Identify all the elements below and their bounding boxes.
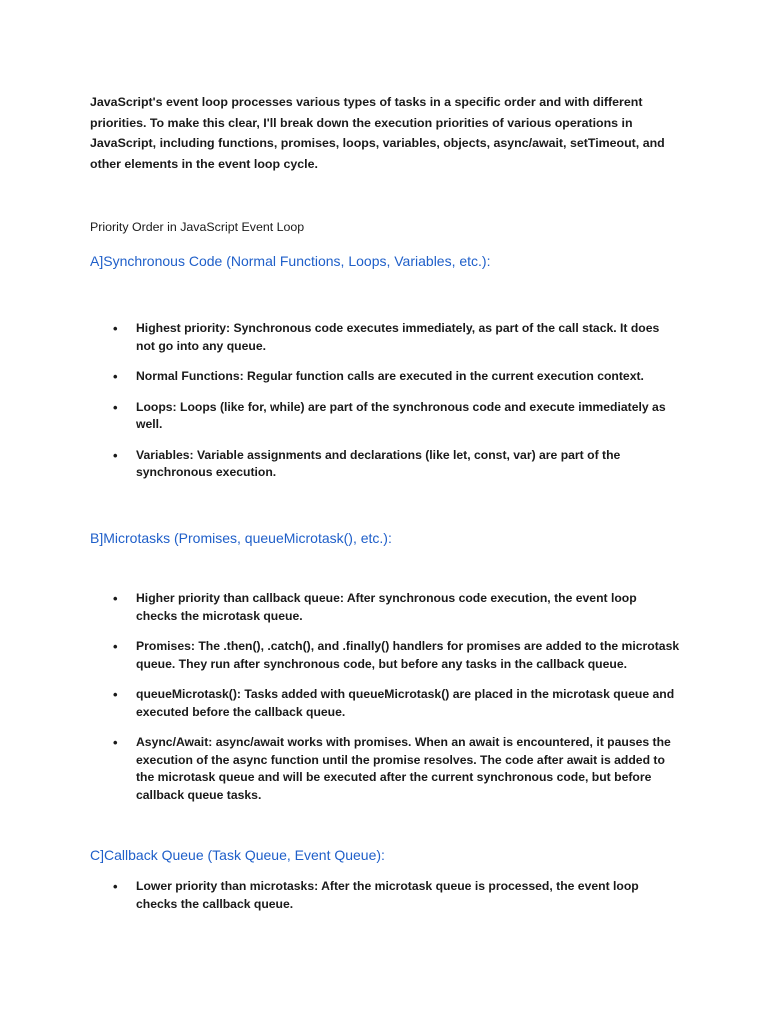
list-item: • Variables: Variable assignments and declarations (like let, const, var) are part of the synchronous execution.	[110, 447, 680, 482]
list-item: • Loops: Loops (like for, while) are part of the synchronous code and execute immediately as well.	[110, 399, 680, 434]
list-item: • Highest priority: Synchronous code executes immediately, as part of the call stack. It does not go into any queue.	[110, 320, 680, 355]
list-item: • Async/Await: async/await works with promises. When an await is encountered, it pauses the execution of the async function until the promise resolves. The code after await is added to the microtask queue and will be executed after the current synchronous code, but before callback queue tasks.	[110, 734, 680, 804]
list-item: • queueMicrotask(): Tasks added with queueMicrotask() are placed in the microtask queue and executed before the callback queue.	[110, 686, 680, 721]
list-item: • Higher priority than callback queue: After synchronous code execution, the event loop checks the microtask queue.	[110, 590, 680, 625]
synchronous-code-list	[110, 320, 680, 495]
intro-paragraph: JavaScript's event loop processes various types of tasks in a specific order and with different priorities. To make this clear, I'll break down the execution priorities of various operations in JavaScript, including functions, promises, loops, variables, objects, async/await, setTimeout, and other elements in the event loop cycle.	[90, 95, 665, 171]
list-item: • Normal Functions: Regular function calls are executed in the current execution context.	[110, 368, 680, 386]
microtasks-list	[110, 590, 680, 817]
callback-queue-list	[110, 878, 680, 913]
list-item: • Lower priority than microtasks: After the microtask queue is processed, the event loop checks the callback queue.	[110, 878, 680, 913]
list-item: • Promises: The .then(), .catch(), and .finally() handlers for promises are added to the microtask queue. They run after synchronous code, but before any tasks in the callback queue.	[110, 638, 680, 673]
section-subtitle: Priority Order in JavaScript Event Loop	[90, 220, 305, 234]
heading-synchronous-code: A]Synchronous Code (Normal Functions, Loops, Variables, etc.):	[90, 253, 491, 269]
heading-callback-queue: C]Callback Queue (Task Queue, Event Queue):	[90, 847, 385, 863]
heading-microtasks: B]Microtasks (Promises, queueMicrotask(), etc.):	[90, 530, 392, 546]
